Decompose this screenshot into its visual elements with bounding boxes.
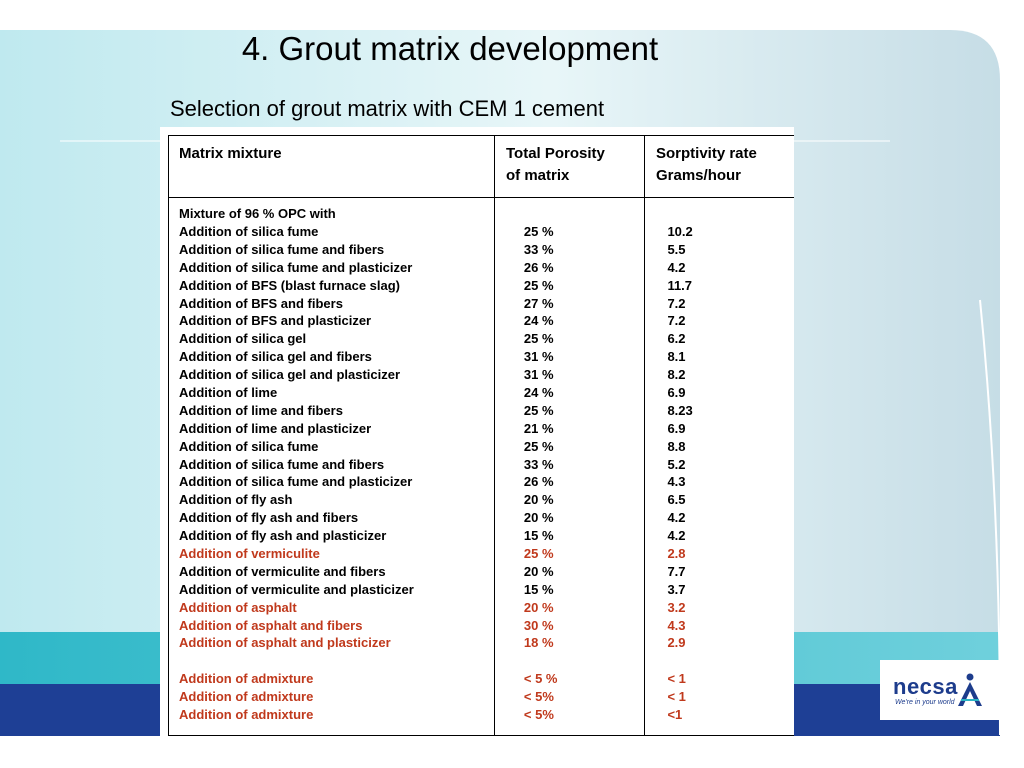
cell-sorptivity: 5.2 bbox=[667, 456, 686, 472]
table-row bbox=[179, 295, 799, 313]
cell-porosity: < 5 % bbox=[523, 671, 558, 687]
table-row bbox=[179, 259, 799, 277]
table-intro: Mixture of 96 % OPC with bbox=[179, 206, 336, 221]
cell-mixture: Addition of fly ash bbox=[179, 492, 293, 508]
table-row bbox=[179, 438, 799, 456]
logo-tagline: We're in your world bbox=[895, 699, 955, 706]
table-row bbox=[179, 348, 799, 366]
cell-porosity: 25 % bbox=[523, 546, 554, 562]
cell-sorptivity: 3.7 bbox=[667, 581, 686, 597]
cell-mixture: Addition of fly ash and fibers bbox=[179, 510, 359, 526]
table-row bbox=[179, 527, 799, 545]
cell-sorptivity: 8.8 bbox=[667, 438, 686, 454]
cell-porosity: 26 % bbox=[523, 259, 554, 275]
cell-mixture: Addition of lime and fibers bbox=[179, 402, 343, 418]
cell-porosity: 20 % bbox=[523, 563, 554, 579]
cell-mixture: Addition of BFS and plasticizer bbox=[179, 313, 372, 329]
table-row bbox=[179, 617, 799, 635]
table-row bbox=[179, 688, 799, 706]
cell-sorptivity: 2.9 bbox=[667, 635, 686, 651]
cell-sorptivity: 10.2 bbox=[667, 224, 693, 239]
cell-sorptivity: < 1 bbox=[667, 671, 686, 687]
cell-sorptivity: 4.3 bbox=[667, 474, 686, 490]
cell-sorptivity: 7.2 bbox=[667, 313, 686, 329]
cell-mixture: Addition of admixture bbox=[179, 671, 314, 687]
table-row bbox=[179, 456, 799, 474]
table-row bbox=[179, 581, 799, 599]
cell-porosity bbox=[510, 652, 660, 670]
cell-mixture: Addition of BFS and fibers bbox=[179, 295, 343, 311]
cell-sorptivity: 4.3 bbox=[667, 617, 686, 633]
header-total-porosity-line2: of matrix bbox=[506, 167, 570, 184]
cell-sorptivity: < 1 bbox=[667, 689, 686, 705]
cell-mixture bbox=[179, 652, 510, 670]
table-row bbox=[179, 330, 799, 348]
cell-mixture: Addition of silica gel and plasticizer bbox=[179, 367, 401, 383]
cell-porosity: < 5% bbox=[523, 689, 554, 705]
table-row bbox=[179, 545, 799, 563]
cell-porosity: 25 % bbox=[523, 438, 554, 454]
cell-sorptivity: 6.9 bbox=[667, 420, 686, 436]
header-sorptivity-line1: Sorptivity rate bbox=[656, 145, 757, 162]
table-row bbox=[179, 491, 799, 509]
cell-porosity: 24 % bbox=[523, 385, 554, 401]
cell-sorptivity: 4.2 bbox=[667, 528, 686, 544]
header-sorptivity-rate bbox=[656, 143, 757, 187]
cell-mixture: Addition of fly ash and plasticizer bbox=[179, 528, 387, 544]
cell-sorptivity: 5.5 bbox=[667, 241, 686, 257]
table-row bbox=[179, 241, 799, 259]
cell-mixture: Addition of silica fume and fibers bbox=[179, 456, 385, 472]
cell-mixture: Addition of BFS (blast furnace slag) bbox=[179, 277, 401, 293]
cell-porosity: 26 % bbox=[523, 474, 554, 490]
table-body bbox=[179, 223, 799, 724]
mixture-table bbox=[160, 127, 794, 738]
necsa-logo bbox=[893, 672, 993, 712]
table-row bbox=[179, 420, 799, 438]
table-row bbox=[179, 670, 799, 688]
table-row bbox=[179, 366, 799, 384]
table-row bbox=[179, 384, 799, 402]
header-matrix-mixture: Matrix mixture bbox=[179, 145, 282, 162]
table-row bbox=[179, 599, 799, 617]
header-sorptivity-line2: Grams/hour bbox=[656, 167, 742, 184]
table-row bbox=[179, 402, 799, 420]
table-row bbox=[179, 223, 799, 241]
cell-porosity: < 5% bbox=[523, 707, 554, 723]
cell-sorptivity: 7.2 bbox=[667, 295, 686, 311]
necsa-emblem-icon bbox=[955, 672, 985, 708]
cell-sorptivity: 6.9 bbox=[667, 385, 686, 401]
cell-porosity: 33 % bbox=[523, 456, 554, 472]
cell-porosity: 25 % bbox=[523, 224, 554, 239]
cell-porosity: 18 % bbox=[523, 635, 554, 651]
cell-mixture: Addition of silica fume bbox=[179, 224, 319, 239]
cell-sorptivity: 11.7 bbox=[667, 277, 693, 293]
cell-porosity: 25 % bbox=[523, 402, 554, 418]
table-row bbox=[179, 509, 799, 527]
cell-porosity: 15 % bbox=[523, 581, 554, 597]
table-row bbox=[179, 473, 799, 491]
cell-sorptivity: 3.2 bbox=[667, 599, 686, 615]
table-row bbox=[179, 312, 799, 330]
cell-porosity: 24 % bbox=[523, 313, 554, 329]
cell-porosity: 21 % bbox=[523, 420, 554, 436]
header-total-porosity bbox=[506, 143, 605, 187]
cell-mixture: Addition of vermiculite and plasticizer bbox=[179, 581, 414, 597]
cell-sorptivity: 8.2 bbox=[667, 367, 686, 383]
cell-porosity: 20 % bbox=[523, 599, 554, 615]
cell-porosity: 27 % bbox=[523, 295, 554, 311]
cell-mixture: Addition of admixture bbox=[179, 689, 314, 705]
cell-sorptivity: 6.5 bbox=[667, 492, 686, 508]
cell-porosity: 33 % bbox=[523, 241, 554, 257]
cell-sorptivity: 7.7 bbox=[667, 563, 686, 579]
cell-sorptivity: 4.2 bbox=[667, 259, 686, 275]
cell-mixture: Addition of asphalt bbox=[179, 599, 297, 615]
cell-mixture: Addition of vermiculite bbox=[179, 546, 320, 562]
cell-mixture: Addition of lime and plasticizer bbox=[179, 420, 372, 436]
cell-mixture: Addition of silica fume and fibers bbox=[179, 241, 385, 257]
cell-mixture: Addition of silica fume and plasticizer bbox=[179, 259, 413, 275]
cell-mixture: Addition of lime bbox=[179, 385, 278, 401]
cell-porosity: 25 % bbox=[523, 331, 554, 347]
table-row bbox=[179, 634, 799, 652]
cell-porosity: 20 % bbox=[523, 492, 554, 508]
cell-mixture: Addition of silica gel bbox=[179, 331, 307, 347]
cell-sorptivity: 2.8 bbox=[667, 546, 686, 562]
cell-sorptivity: 8.1 bbox=[667, 349, 686, 365]
cell-porosity: 20 % bbox=[523, 510, 554, 526]
header-total-porosity-line1: Total Porosity bbox=[506, 145, 605, 162]
cell-porosity: 30 % bbox=[523, 617, 554, 633]
cell-mixture: Addition of vermiculite and fibers bbox=[179, 563, 386, 579]
cell-mixture: Addition of silica fume and plasticizer bbox=[179, 474, 413, 490]
cell-porosity: 31 % bbox=[523, 367, 554, 383]
cell-sorptivity: 8.23 bbox=[667, 402, 693, 418]
cell-porosity: 15 % bbox=[523, 528, 554, 544]
cell-mixture: Addition of asphalt and plasticizer bbox=[179, 635, 391, 651]
cell-mixture: Addition of silica fume bbox=[179, 438, 319, 454]
cell-porosity: 25 % bbox=[523, 277, 554, 293]
table-row bbox=[179, 652, 799, 670]
cell-mixture: Addition of admixture bbox=[179, 707, 314, 723]
table-row bbox=[179, 563, 799, 581]
cell-sorptivity: <1 bbox=[667, 707, 683, 723]
cell-sorptivity bbox=[659, 652, 799, 670]
cell-sorptivity: 6.2 bbox=[667, 331, 686, 347]
cell-sorptivity: 4.2 bbox=[667, 510, 686, 526]
slide-title: 4. Grout matrix development bbox=[241, 30, 659, 67]
logo-text: necsa bbox=[893, 674, 958, 699]
table-row bbox=[179, 706, 799, 724]
slide-subtitle: Selection of grout matrix with CEM 1 cement bbox=[170, 96, 605, 121]
cell-mixture: Addition of asphalt and fibers bbox=[179, 617, 363, 633]
cell-porosity: 31 % bbox=[523, 349, 554, 365]
table-row bbox=[179, 277, 799, 295]
cell-mixture: Addition of silica gel and fibers bbox=[179, 349, 372, 365]
